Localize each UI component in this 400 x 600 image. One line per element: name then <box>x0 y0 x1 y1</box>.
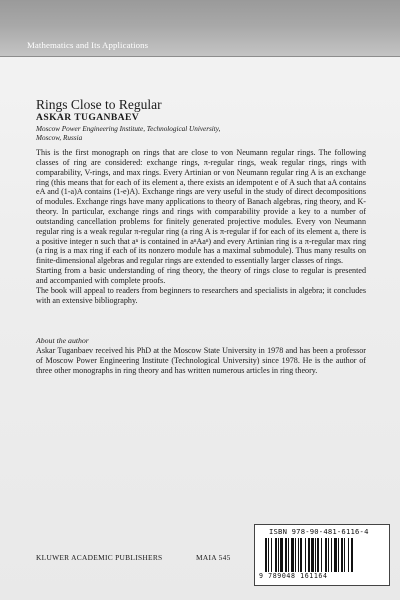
barcode-bars <box>263 538 383 572</box>
affiliation-line-2: Moscow, Russia <box>36 133 83 142</box>
series-banner <box>0 0 400 57</box>
barcode-digits: 9 789048 161164 <box>259 572 328 580</box>
author-name: ASKAR TUGANBAEV <box>36 112 140 123</box>
series-code: MAIA 545 <box>196 553 231 562</box>
description-paragraph: This is the first monograph on rings that are close to von Neumann regular rings. The following classes of ring are considered: exchange rings, π-regular rings, weak regular rings, rings with comparability, V-rings, and max rings. Every Artinian or von Neumann regular ring A is an exchange ring (this means that for each of its element a, there exists an idempotent e of A such that aA contains eA and (1-a)A contains (1-e)A). Exchange rings are very useful in the study of direct decompositions of modules. Exchange rings have many applications to theory of Banach algebras, ring theory, and K-theory. In particular, exchange rings and rings with comparability provide a key to a number of outstanding cancellation problems for finitely generated projective modules. Every von Neumann regular ring is a weak regular π-regular ring (a ring A is π-regular if for each of its element a, there is a positive integer n such that aⁿ is contained in aⁿAaⁿ) and every Artinian ring is a π-regular max ring (a ring is a max ring if each of its nonzero module has a maximal submodule). Thus many results on finite-dimensional algebras and regular rings are extended to essentially larger classes of rings. <box>36 148 366 266</box>
barcode <box>254 524 390 586</box>
about-author-text: Askar Tuganbaev received his PhD at the Moscow State University in 1978 and has been a professor of Moscow Power Engineering Institute (Technological University) since 1978. He is the author of three other monographs in ring theory and has written numerous articles in ring theory. <box>36 346 366 375</box>
about-author-heading: About the author <box>36 336 89 345</box>
isbn-label: ISBN 978-90-481-6116-4 <box>269 527 369 536</box>
book-description <box>36 148 366 306</box>
affiliation-line-1: Moscow Power Engineering Institute, Technological University, <box>36 125 221 133</box>
author-affiliation <box>36 125 366 142</box>
description-paragraph: The book will appeal to readers from beginners to researchers and specialists in algebra; it concludes with an extensive bibliography. <box>36 285 366 305</box>
publisher-name: KLUWER ACADEMIC PUBLISHERS <box>36 553 163 562</box>
book-title: Rings Close to Regular <box>36 97 162 112</box>
description-paragraph: Starting from a basic understanding of ring theory, the theory of rings close to regular is presented and accompanied with complete proofs. <box>36 266 366 285</box>
series-title: Mathematics and Its Applications <box>27 40 149 50</box>
